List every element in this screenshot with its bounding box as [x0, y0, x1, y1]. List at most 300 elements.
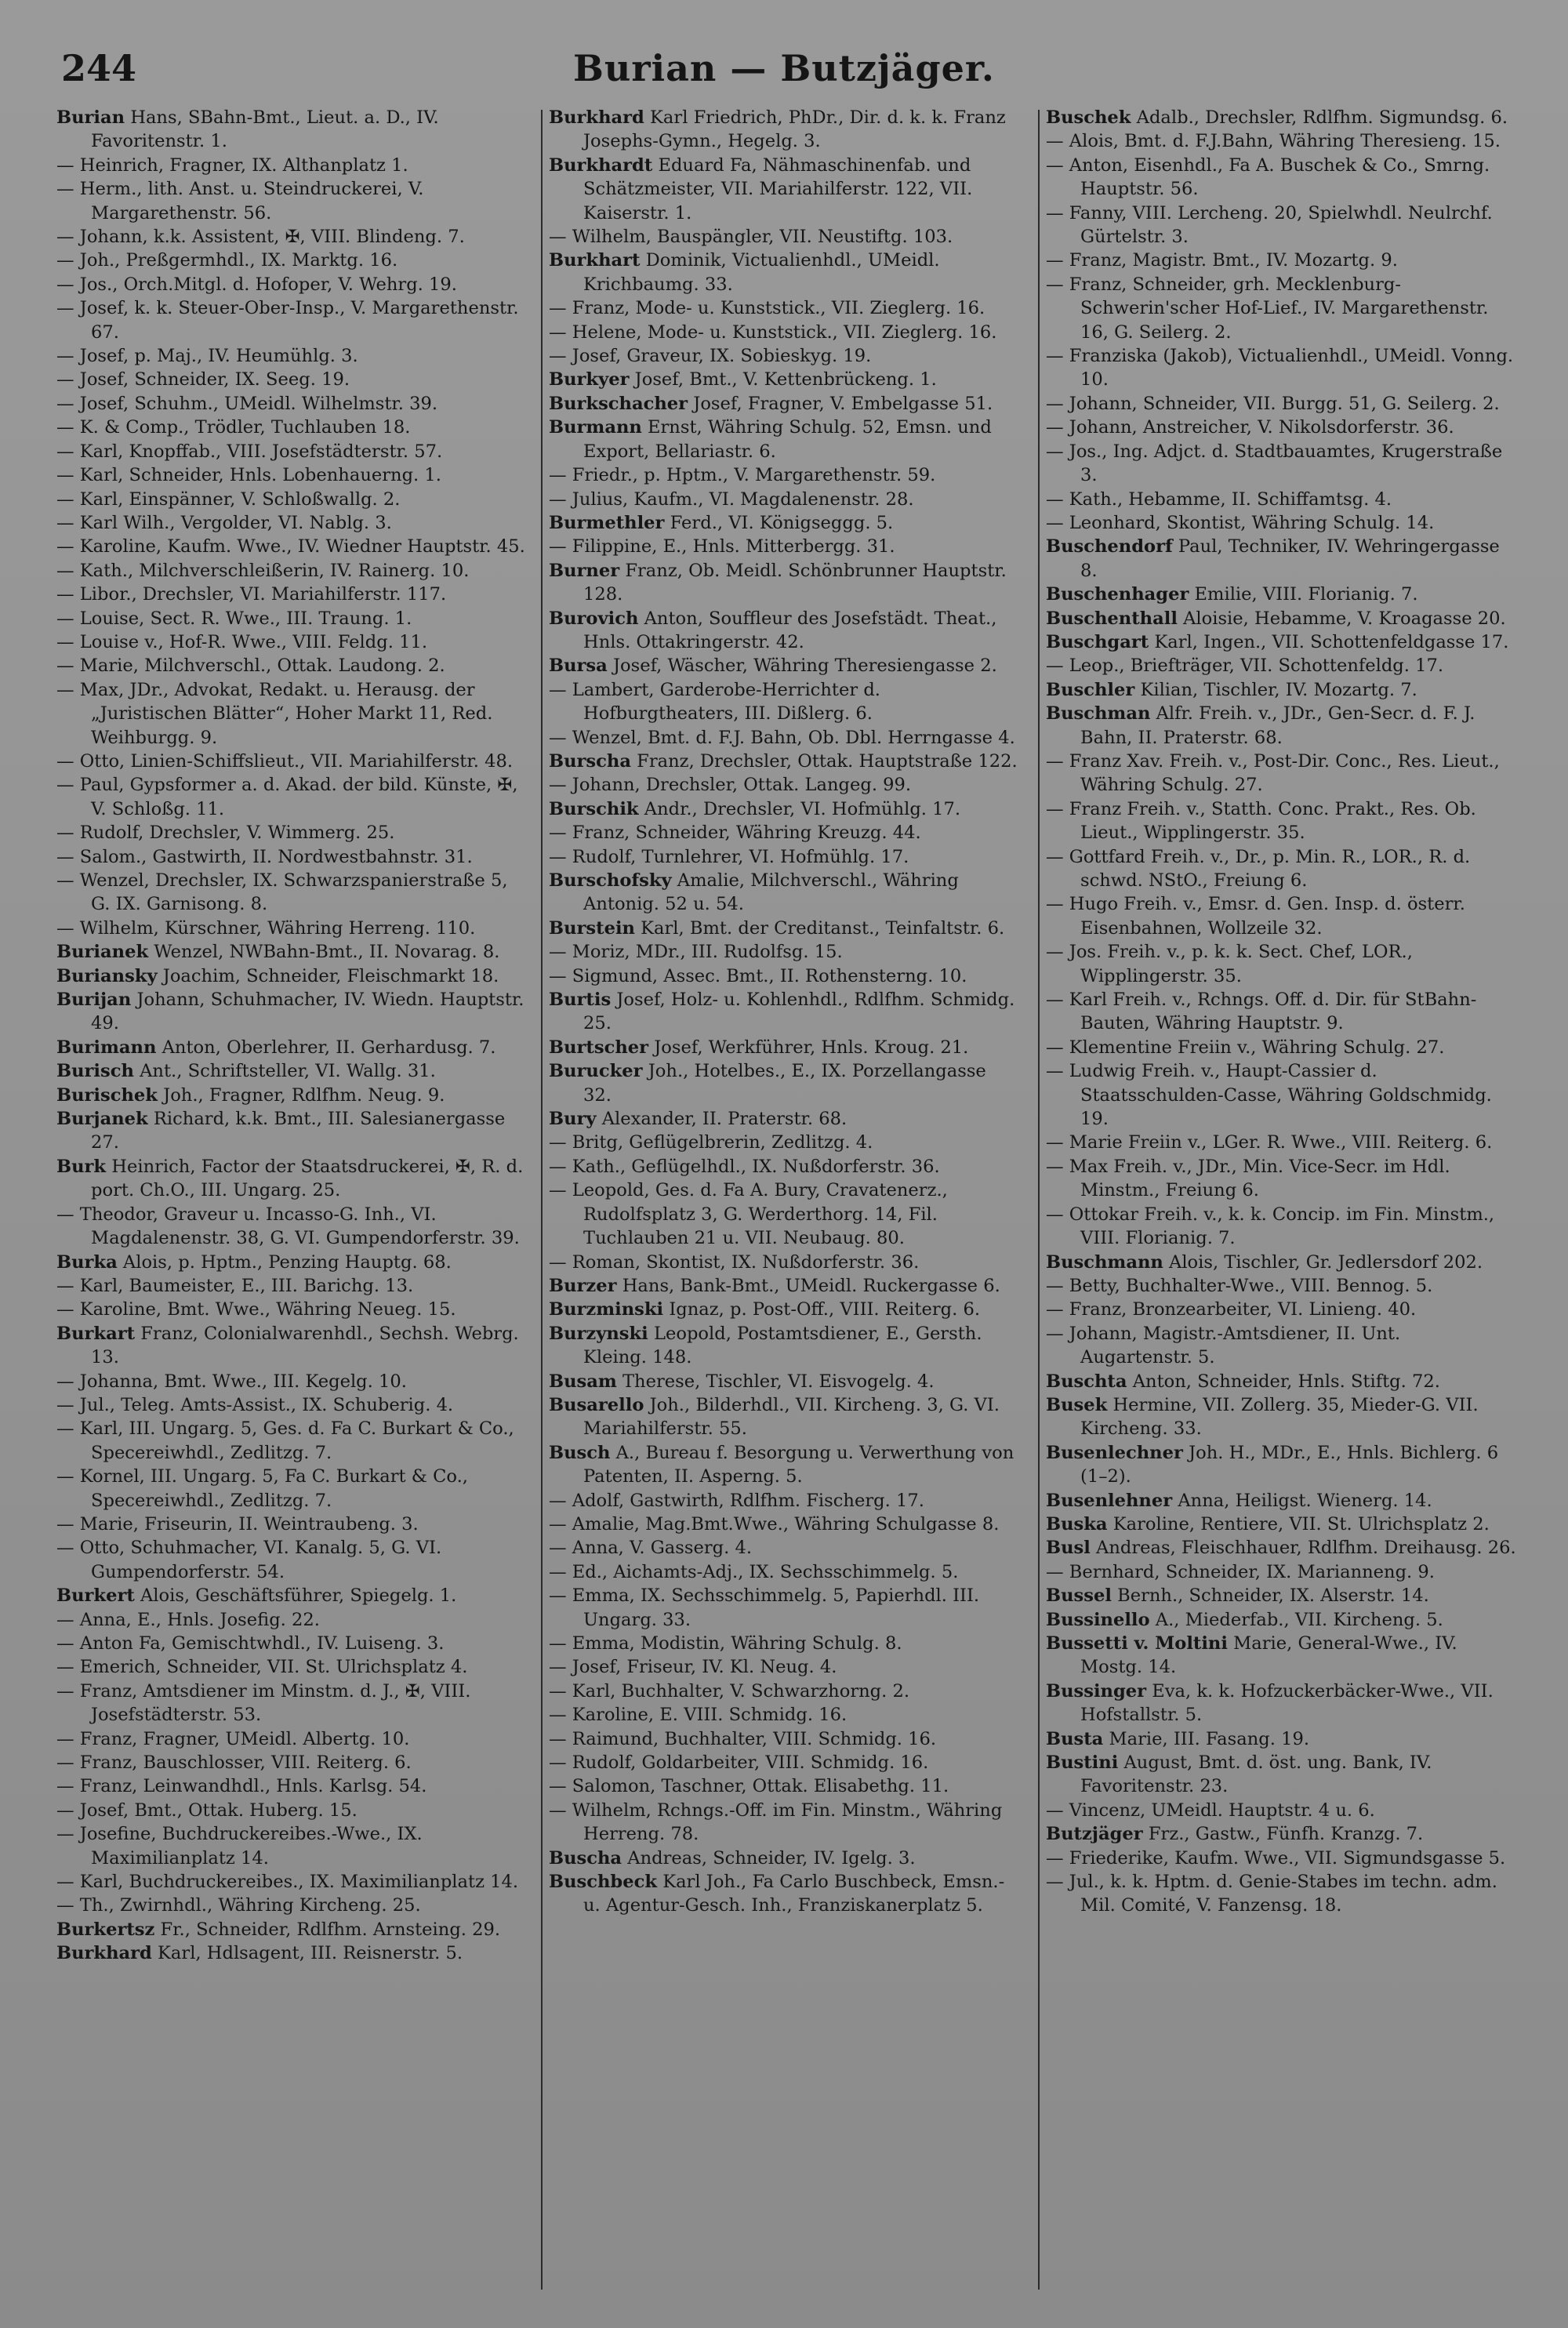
- entry-text: — Johanna, Bmt. Wwe., III. Kegelg. 10.: [56, 1371, 407, 1392]
- directory-entry: [549, 1655, 1019, 1679]
- entry-text: — Johann, Schneider, VII. Burgg. 51, G. Seilerg. 2.: [1046, 393, 1500, 414]
- entry-text: — Leonhard, Skontist, Währing Schulg. 14.: [1046, 512, 1435, 533]
- entry-text: — Vincenz, UMeidl. Hauptstr. 4 u. 6.: [1046, 1800, 1375, 1821]
- directory-entry: [56, 177, 527, 225]
- directory-entry: [1046, 249, 1516, 272]
- entry-text: Franz, Colonialwarenhdl., Sechsh. Webrg. 13.: [91, 1323, 519, 1368]
- directory-entry: [549, 321, 1019, 344]
- entry-surname: Burimann: [56, 1037, 157, 1058]
- entry-surname: Buschbeck: [549, 1872, 658, 1893]
- directory-entry: [549, 1393, 1019, 1441]
- directory-entry: [56, 1608, 527, 1632]
- entry-text: — Karl, Schneider, Hnls. Lobenhauerng. 1.: [56, 465, 441, 486]
- directory-entry: [56, 1203, 527, 1251]
- entry-text: Karl, Bmt. der Creditanst., Teinfaltstr. 6.: [634, 917, 1005, 939]
- directory-entry: [56, 1727, 527, 1751]
- directory-entry: [56, 630, 527, 654]
- directory-entry: [549, 1155, 1019, 1179]
- directory-entry: [549, 1774, 1019, 1798]
- directory-entry: [1046, 416, 1516, 439]
- directory-entry: [549, 869, 1019, 917]
- entry-text: — Josef, Bmt., Ottak. Huberg. 15.: [56, 1800, 358, 1821]
- directory-entry: [549, 964, 1019, 988]
- entry-text: Bernh., Schneider, IX. Alserstr. 14.: [1111, 1585, 1429, 1607]
- entry-surname: Burkhart: [549, 250, 641, 271]
- directory-entry: [56, 1465, 527, 1513]
- entry-text: Ernst, Währing Schulg. 52, Emsn. und Export, Bellariastr. 6.: [583, 417, 992, 462]
- directory-entry: [549, 225, 1019, 249]
- directory-entry: [56, 917, 527, 940]
- entry-text: August, Bmt. d. öst. ung. Bank, IV. Favoritenstr. 23.: [1080, 1752, 1432, 1797]
- entry-text: — Filippine, E., Hnls. Mitterbergg. 31.: [549, 536, 895, 557]
- entry-text: — Anton, Eisenhdl., Fa A. Buschek & Co., Smrng. Hauptstr. 56.: [1046, 154, 1490, 200]
- entry-surname: Buska: [1046, 1513, 1108, 1534]
- directory-entry: [549, 1513, 1019, 1536]
- entry-text: Adalb., Drechsler, Rdlfhm. Sigmundsg. 6.: [1131, 107, 1508, 128]
- directory-entry: [56, 821, 527, 844]
- entry-text: — Herm., lith. Anst. u. Steindruckerei, V. Margarethenstr. 56.: [56, 179, 424, 223]
- directory-entry: [1046, 1847, 1516, 1870]
- directory-entry: [56, 1084, 527, 1107]
- entry-text: Alois, p. Hptm., Penzing Hauptg. 68.: [117, 1251, 452, 1273]
- entry-surname: Buschenhager: [1046, 584, 1189, 605]
- entry-text: Alfr. Freih. v., JDr., Gen-Secr. d. F. J. Bahn, II. Praterstr. 68.: [1080, 703, 1475, 748]
- entry-surname: Burijan: [56, 990, 132, 1011]
- entry-text: — Friedr., p. Hptm., V. Margarethenstr. 59.: [549, 465, 936, 486]
- directory-entry: [1046, 1059, 1516, 1131]
- entry-text: Wenzel, NWBahn-Bmt., II. Novarag. 8.: [148, 942, 500, 963]
- directory-entry: [1046, 392, 1516, 416]
- entry-text: — Franz, Schneider, Währing Kreuzg. 44.: [549, 823, 921, 844]
- entry-text: — Paul, Gypsformer a. d. Akad. der bild. Künste, ✠, V. Schloßg. 11.: [56, 775, 518, 819]
- entry-text: Alois, Tischler, Gr. Jedlersdorf 202.: [1163, 1251, 1483, 1273]
- directory-entry: [1046, 630, 1516, 654]
- entry-text: — Ed., Aichamts-Adj., IX. Sechsschimmelg. 5.: [549, 1561, 959, 1582]
- entry-surname: Buscha: [549, 1847, 622, 1869]
- entry-text: Leopold, Postamtsdiener, E., Gersth. Kleing. 148.: [583, 1323, 982, 1368]
- directory-entry: [56, 678, 527, 750]
- entry-text: — Marie, Milchverschl., Ottak. Laudong. 2.: [56, 656, 445, 677]
- entry-text: — Betty, Buchhalter-Wwe., VIII. Bennog. 5.: [1046, 1275, 1433, 1296]
- directory-entry: [56, 273, 527, 296]
- entry-text: — Klementine Freiin v., Währing Schulg. 27.: [1046, 1037, 1445, 1058]
- entry-text: — Jul., Teleg. Amts-Assist., IX. Schuberig. 4.: [56, 1394, 454, 1415]
- directory-entry: [56, 750, 527, 773]
- entry-text: — Karoline, Kaufm. Wwe., IV. Wiedner Hauptstr. 45.: [56, 536, 525, 557]
- directory-entry: [1046, 940, 1516, 988]
- entry-text: — Franz, Fragner, UMeidl. Albertg. 10.: [56, 1728, 410, 1749]
- directory-entry: [1046, 1441, 1516, 1489]
- directory-entry: [1046, 440, 1516, 488]
- entry-text: A., Bureau f. Besorgung u. Verwerthung von Patenten, II. Asperng. 5.: [583, 1442, 1014, 1487]
- directory-entry: [1046, 1274, 1516, 1298]
- directory-entry: [549, 1727, 1019, 1751]
- directory-entry: [1046, 678, 1516, 702]
- directory-entry: [549, 1131, 1019, 1154]
- directory-entry: [1046, 535, 1516, 583]
- entry-text: — Julius, Kaufm., VI. Magdalenenstr. 28.: [549, 488, 914, 510]
- directory-entry: [56, 1274, 527, 1298]
- entry-surname: Butzjäger: [1046, 1824, 1143, 1845]
- directory-entry: [1046, 1370, 1516, 1393]
- entry-surname: Buschta: [1046, 1371, 1127, 1392]
- directory-entry: [56, 1536, 527, 1584]
- entry-surname: Burkhard: [56, 1943, 152, 1964]
- directory-entry: [56, 1059, 527, 1083]
- directory-column-1: [56, 106, 527, 2301]
- entry-text: — Anna, E., Hnls. Josefig. 22.: [56, 1609, 320, 1630]
- entry-text: — Wenzel, Drechsler, IX. Schwarzspanierstraße 5, G. IX. Garnisong. 8.: [56, 870, 508, 915]
- entry-text: Joh., Hotelbes., E., IX. Porzellangasse 32.: [583, 1061, 986, 1106]
- directory-entry: [56, 1298, 527, 1321]
- directory-entry: [549, 1322, 1019, 1370]
- directory-entry: [1046, 1131, 1516, 1154]
- entry-surname: Burkyer: [549, 369, 630, 390]
- entry-text: — Josef, Friseur, IV. Kl. Neug. 4.: [549, 1657, 837, 1678]
- entry-text: — Johann, Anstreicher, V. Nikolsdorferstr. 36.: [1046, 417, 1454, 438]
- entry-text: — Franz, Schneider, grh. Mecklenburg-Schwerin'scher Hof-Lief., IV. Margarethenstr. 16, G. Seilerg. 2.: [1046, 274, 1489, 343]
- entry-text: Hermine, VII. Zollerg. 35, Mieder-G. VII. Kircheng. 33.: [1080, 1394, 1479, 1440]
- entry-text: — Karl, Einspänner, V. Schloßwallg. 2.: [56, 488, 401, 510]
- entry-text: — Franz, Leinwandhdl., Hnls. Karlsg. 54.: [56, 1776, 427, 1797]
- directory-entry: [56, 1632, 527, 1655]
- entry-text: — Kath., Geflügelhdl., IX. Nußdorferstr. 36.: [549, 1156, 940, 1177]
- entry-text: Anna, Heiligst. Wienerg. 14.: [1172, 1490, 1432, 1511]
- entry-text: Ignaz, p. Post-Off., VIII. Reiterg. 6.: [663, 1299, 981, 1320]
- entry-surname: Buschler: [1046, 679, 1135, 700]
- entry-surname: Burtscher: [549, 1037, 649, 1058]
- directory-entry: [56, 1799, 527, 1822]
- entry-text: Josef, Werkführer, Hnls. Kroug. 21.: [648, 1037, 969, 1058]
- directory-entry: [56, 1918, 527, 1941]
- entry-text: — Libor., Drechsler, VI. Mariahilferstr. 117.: [56, 584, 447, 605]
- entry-text: Kilian, Tischler, IV. Mozartg. 7.: [1134, 679, 1417, 700]
- entry-text: Karl, Hdlsagent, III. Reisnerstr. 5.: [151, 1943, 463, 1964]
- entry-text: Heinrich, Factor der Staatsdruckerei, ✠, R. d. port. Ch.O., III. Ungarg. 25.: [91, 1156, 524, 1201]
- entry-text: Karl Friedrich, PhDr., Dir. d. k. k. Franz Josephs-Gymn., Hegelg. 3.: [583, 107, 1006, 152]
- directory-entry: [1046, 892, 1516, 940]
- directory-entry: [549, 1703, 1019, 1727]
- entry-text: — Leop., Briefträger, VII. Schottenfeldg. 17.: [1046, 656, 1444, 677]
- entry-text: Alexander, II. Praterstr. 68.: [596, 1109, 848, 1130]
- directory-entry: [549, 1251, 1019, 1274]
- directory-entry: [56, 1774, 527, 1798]
- entry-text: — Jos. Freih. v., p. k. k. Sect. Chef, LOR., Wipplingerstr. 35.: [1046, 942, 1413, 986]
- entry-text: — Emma, Modistin, Währing Schulg. 8.: [549, 1633, 902, 1654]
- entry-text: — Karl, Buchdruckereibes., IX. Maximilianplatz 14.: [56, 1872, 519, 1893]
- entry-text: — Rudolf, Drechsler, V. Wimmerg. 25.: [56, 823, 395, 844]
- directory-entry: [1046, 1799, 1516, 1822]
- entry-text: Joh. H., MDr., E., Hnls. Bichlerg. 6 (1–2).: [1080, 1442, 1499, 1487]
- entry-text: — Friederike, Kaufm. Wwe., VII. Sigmundsgasse 5.: [1046, 1847, 1506, 1869]
- entry-surname: Burtis: [549, 990, 612, 1011]
- entry-text: — Wilhelm, Rchngs.-Off. im Fin. Minstm., Währing Herreng. 78.: [549, 1800, 1003, 1845]
- directory-entry: [549, 463, 1019, 487]
- directory-entry: [549, 296, 1019, 320]
- directory-entry: [56, 1894, 527, 1917]
- entry-text: — Kornel, III. Ungarg. 5, Fa C. Burkart & Co., Specereiwhdl., Zedlitzg. 7.: [56, 1466, 468, 1511]
- directory-entry: [549, 1489, 1019, 1513]
- directory-entry: [56, 1417, 527, 1465]
- entry-surname: Bussel: [1046, 1585, 1112, 1607]
- directory-entry: [549, 845, 1019, 869]
- directory-entry: [549, 607, 1019, 655]
- directory-entry: [56, 869, 527, 917]
- entry-text: Joh., Bilderhdl., VII. Kircheng. 3, G. VI. Mariahilferstr. 55.: [583, 1394, 1000, 1440]
- directory-entry: [549, 1560, 1019, 1584]
- directory-entry: [56, 1941, 527, 1965]
- entry-surname: Buschgart: [1046, 631, 1149, 652]
- entry-surname: Burner: [549, 560, 620, 581]
- entry-text: — Rudolf, Goldarbeiter, VIII. Schmidg. 16.: [549, 1752, 929, 1774]
- directory-entry: [56, 440, 527, 463]
- entry-surname: Buschendorf: [1046, 536, 1173, 557]
- entry-surname: Busta: [1046, 1728, 1104, 1749]
- entry-surname: Burkhard: [549, 107, 644, 128]
- entry-text: Hans, Bank-Bmt., UMeidl. Ruckergasse 6.: [616, 1275, 1000, 1296]
- entry-text: — Kath., Milchverschleißerin, IV. Rainerg. 10.: [56, 560, 470, 581]
- entry-surname: Busek: [1046, 1394, 1108, 1415]
- entry-text: Johann, Schuhmacher, IV. Wiedn. Hauptstr. 49.: [91, 990, 524, 1034]
- directory-entry: [1046, 1751, 1516, 1799]
- directory-entry: [1046, 273, 1516, 344]
- directory-entry: [549, 1680, 1019, 1703]
- directory-entry: [549, 1870, 1019, 1918]
- entry-text: Marie, General-Wwe., IV. Mostg. 14.: [1080, 1633, 1457, 1678]
- entry-surname: Burzer: [549, 1275, 617, 1296]
- entry-surname: Burianek: [56, 942, 149, 963]
- directory-entry: [1046, 1393, 1516, 1441]
- entry-text: — Wilhelm, Bauspängler, VII. Neustiftg. 103.: [549, 227, 953, 248]
- entry-text: — Otto, Linien-Schiffslieut., VII. Mariahilferstr. 48.: [56, 750, 513, 772]
- entry-surname: Bursa: [549, 656, 608, 677]
- directory-entry: [549, 917, 1019, 940]
- entry-text: — Gottfard Freih. v., Dr., p. Min. R., LOR., R. d. schwd. NStO., Freiung 6.: [1046, 846, 1471, 891]
- entry-text: — Josef, Schuhm., UMeidl. Wilhelmstr. 39.: [56, 393, 438, 414]
- directory-entry: [56, 1680, 527, 1727]
- entry-text: Anton, Oberlehrer, II. Gerhardusg. 7.: [156, 1037, 496, 1058]
- directory-entry: [56, 583, 527, 606]
- entry-text: — Wilhelm, Kürschner, Währing Herreng. 110.: [56, 917, 476, 939]
- entry-surname: Busarello: [549, 1394, 644, 1415]
- entry-surname: Bussinello: [1046, 1609, 1150, 1630]
- entry-text: — Max, JDr., Advokat, Redakt. u. Herausg. der „Juristischen Blätter“, Hoher Markt 11, Red. Weihburgg. 9.: [56, 679, 493, 748]
- directory-entry: [1046, 1203, 1516, 1251]
- directory-entry: [1046, 1680, 1516, 1727]
- entry-text: Hans, SBahn-Bmt., Lieut. a. D., IV. Favoritenstr. 1.: [91, 107, 439, 152]
- entry-text: Ant., Schriftsteller, VI. Wallg. 31.: [133, 1061, 436, 1082]
- directory-entry: [549, 821, 1019, 844]
- directory-entry: [56, 463, 527, 487]
- page-number: 244: [61, 47, 137, 89]
- entry-text: Amalie, Milchverschl., Währing Antonig. 52 u. 54.: [583, 870, 959, 915]
- entry-text: — Max Freih. v., JDr., Min. Vice-Secr. im Hdl. Minstm., Freiung 6.: [1046, 1156, 1450, 1201]
- entry-surname: Burkhardt: [549, 154, 653, 176]
- entry-text: — Johann, Drechsler, Ottak. Langeg. 99.: [549, 775, 912, 796]
- directory-entry: [549, 1107, 1019, 1131]
- entry-text: — Moriz, MDr., III. Rudolfsg. 15.: [549, 942, 843, 963]
- directory-entry: [549, 392, 1019, 416]
- directory-entry: [549, 1059, 1019, 1107]
- entry-text: — Josef, k. k. Steuer-Ober-Insp., V. Margarethenstr. 67.: [56, 298, 519, 343]
- directory-entry: [56, 225, 527, 249]
- directory-entry: [56, 1822, 527, 1870]
- entry-text: A., Miederfab., VII. Kircheng. 5.: [1149, 1609, 1443, 1630]
- entry-text: — Alois, Bmt. d. F.J.Bahn, Währing Theresieng. 15.: [1046, 131, 1501, 152]
- entry-surname: Busenlechner: [1046, 1442, 1183, 1463]
- directory-entry: [1046, 654, 1516, 677]
- directory-entry: [56, 249, 527, 272]
- directory-entry: [549, 535, 1019, 558]
- entry-text: — K. & Comp., Trödler, Tuchlauben 18.: [56, 417, 411, 438]
- entry-text: Alois, Geschäftsführer, Spiegelg. 1.: [134, 1585, 457, 1607]
- directory-entry: [1046, 1251, 1516, 1274]
- directory-entry: [1046, 583, 1516, 606]
- entry-text: — Otto, Schuhmacher, VI. Kanalg. 5, G. VI. Gumpendorferstr. 54.: [56, 1538, 442, 1582]
- entry-text: — Hugo Freih. v., Emsr. d. Gen. Insp. d. österr. Eisenbahnen, Wollzeile 32.: [1046, 894, 1465, 939]
- column-divider: [541, 110, 543, 2290]
- directory-entry: [1046, 988, 1516, 1036]
- directory-entry: [549, 1036, 1019, 1059]
- directory-entry: [1046, 344, 1516, 392]
- directory-entry: [56, 1107, 527, 1155]
- entry-surname: Burischek: [56, 1084, 158, 1106]
- entry-surname: Burzynski: [549, 1323, 648, 1344]
- directory-entry: [549, 1536, 1019, 1560]
- directory-entry: [1046, 1536, 1516, 1560]
- entry-text: — Josef, p. Maj., IV. Heumühlg. 3.: [56, 346, 358, 367]
- entry-text: Ferd., VI. Königseggg. 5.: [664, 512, 894, 533]
- entry-text: — Marie Freiin v., LGer. R. Wwe., VIII. Reiterg. 6.: [1046, 1132, 1493, 1153]
- directory-entry: [1046, 488, 1516, 511]
- directory-entry: [1046, 702, 1516, 750]
- page-header: [0, 47, 1568, 102]
- entry-text: — Emma, IX. Sechsschimmelg. 5, Papierhdl. III. Ungarg. 33.: [549, 1585, 980, 1630]
- entry-text: Therese, Tischler, VI. Eisvogelg. 4.: [616, 1371, 935, 1392]
- entry-surname: Bussetti v. Moltini: [1046, 1633, 1228, 1654]
- entry-text: — Heinrich, Fragner, IX. Althanplatz 1.: [56, 154, 408, 176]
- entry-text: — Jul., k. k. Hptm. d. Genie-Stabes im techn. adm. Mil. Comité, V. Fanzensg. 18.: [1046, 1872, 1497, 1916]
- entry-surname: Burkert: [56, 1585, 135, 1607]
- entry-text: Joachim, Schneider, Fleischmarkt 18.: [157, 965, 499, 986]
- entry-surname: Burschik: [549, 798, 639, 819]
- entry-text: Richard, k.k. Bmt., III. Salesianergasse 27.: [91, 1109, 506, 1153]
- entry-surname: Burovich: [549, 608, 639, 629]
- directory-entry: [56, 344, 527, 368]
- entry-surname: Buschenthall: [1046, 608, 1178, 629]
- entry-text: Josef, Bmt., V. Kettenbrückeng. 1.: [629, 369, 937, 390]
- entry-surname: Bussinger: [1046, 1680, 1147, 1702]
- directory-entry: [549, 1274, 1019, 1298]
- directory-entry: [1046, 1513, 1516, 1536]
- entry-text: — Fanny, VIII. Lercheng. 20, Spielwhdl. Neulrchf. Gürtelstr. 3.: [1046, 202, 1493, 248]
- directory-entry: [549, 106, 1019, 154]
- entry-text: Karl, Ingen., VII. Schottenfeldgasse 17.: [1149, 631, 1509, 652]
- entry-text: Aloisie, Hebamme, V. Kroagasse 20.: [1177, 608, 1506, 629]
- directory-entry: [56, 1870, 527, 1894]
- directory-entry: [56, 1655, 527, 1679]
- entry-text: — Ottokar Freih. v., k. k. Concip. im Fin. Minstm., VIII. Florianig. 7.: [1046, 1204, 1495, 1249]
- directory-entry: [549, 488, 1019, 511]
- entry-text: — Josef, Schneider, IX. Seeg. 19.: [56, 369, 350, 390]
- entry-surname: Burjanek: [56, 1109, 148, 1130]
- entry-text: Dominik, Victualienhdl., UMeidl. Krichbaumg. 33.: [583, 250, 940, 295]
- directory-entry: [1046, 106, 1516, 129]
- directory-entry: [1046, 1322, 1516, 1370]
- entry-surname: Burkart: [56, 1323, 136, 1344]
- entry-text: Josef, Holz- u. Kohlenhdl., Rdlfhm. Schmidg. 25.: [583, 990, 1015, 1034]
- entry-text: — Sigmund, Assec. Bmt., II. Rothensterng. 10.: [549, 965, 967, 986]
- entry-text: Fr., Schneider, Rdlfhm. Arnsteing. 29.: [154, 1919, 501, 1940]
- directory-column-2: [549, 106, 1019, 2301]
- entry-surname: Burmann: [549, 417, 642, 438]
- entry-text: — Lambert, Garderobe-Herrichter d. Hofburgtheaters, III. Dißlerg. 6.: [549, 679, 880, 725]
- entry-text: Emilie, VIII. Florianig. 7.: [1189, 584, 1418, 605]
- entry-surname: Buschmann: [1046, 1251, 1163, 1273]
- entry-surname: Busenlehner: [1046, 1490, 1173, 1511]
- directory-entry: [549, 1799, 1019, 1847]
- entry-text: — Rudolf, Turnlehrer, VI. Hofmühlg. 17.: [549, 846, 909, 867]
- directory-entry: [1046, 1584, 1516, 1607]
- entry-text: Eduard Fa, Nähmaschinenfab. und Schätzmeister, VII. Mariahilferstr. 122, VII. Kaiserstr. 1.: [583, 154, 973, 223]
- directory-entry: [549, 726, 1019, 750]
- directory-entry: [56, 940, 527, 964]
- entry-text: Josef, Fragner, V. Embelgasse 51.: [688, 393, 993, 414]
- entry-text: — Karl, III. Ungarg. 5, Ges. d. Fa C. Burkart & Co., Specereiwhdl., Zedlitzg. 7.: [56, 1418, 514, 1463]
- directory-entry: [56, 845, 527, 869]
- directory-entry: [1046, 1489, 1516, 1513]
- entry-text: — Karoline, E. VIII. Schmidg. 16.: [549, 1705, 848, 1726]
- directory-entry: [1046, 607, 1516, 630]
- entry-text: — Franz, Bronzearbeiter, VI. Linieng. 40.: [1046, 1299, 1417, 1320]
- directory-entry: [1046, 1727, 1516, 1751]
- entry-surname: Busl: [1046, 1538, 1091, 1559]
- directory-entry: [549, 1847, 1019, 1870]
- directory-entry: [56, 964, 527, 988]
- directory-entry: [1046, 154, 1516, 202]
- entry-surname: Burian: [56, 107, 125, 128]
- entry-text: Franz, Ob. Meidl. Schönbrunner Hauptstr. 128.: [583, 560, 1007, 605]
- directory-entry: [1046, 797, 1516, 845]
- directory-entry: [549, 797, 1019, 821]
- entry-surname: Burucker: [549, 1061, 643, 1082]
- directory-entry: [1046, 1155, 1516, 1203]
- entry-text: — Kath., Hebamme, II. Schiffamtsg. 4.: [1046, 488, 1392, 510]
- directory-entry: [56, 154, 527, 177]
- directory-entry: [549, 750, 1019, 773]
- entry-text: — Theodor, Graveur u. Incasso-G. Inh., VI. Magdalenenstr. 38, G. VI. Gumpendorferstr. 39.: [56, 1204, 520, 1249]
- entry-surname: Burzminski: [549, 1299, 664, 1320]
- directory-entry: [549, 154, 1019, 225]
- entry-text: — Salomon, Taschner, Ottak. Elisabethg. 11.: [549, 1776, 949, 1797]
- directory-entry: [549, 344, 1019, 368]
- entry-text: Frz., Gastw., Fünfh. Kranzg. 7.: [1142, 1824, 1424, 1845]
- directory-column-3: [1046, 106, 1516, 2301]
- entry-text: — Louise v., Hof-R. Wwe., VIII. Feldg. 11.: [56, 631, 428, 652]
- directory-entry: [1046, 845, 1516, 893]
- entry-surname: Burschofsky: [549, 870, 672, 891]
- entry-text: — Franz Xav. Freih. v., Post-Dir. Conc., Res. Lieut., Währing Schulg. 27.: [1046, 750, 1500, 796]
- directory-entry: [56, 1322, 527, 1370]
- directory-entry: [549, 1441, 1019, 1489]
- entry-text: — Jos., Ing. Adjct. d. Stadtbauamtes, Krugerstraße 3.: [1046, 441, 1503, 486]
- entry-surname: Buschman: [1046, 703, 1151, 725]
- entry-text: Joh., Fragner, Rdlfhm. Neug. 9.: [157, 1084, 445, 1106]
- directory-entry: [1046, 511, 1516, 535]
- entry-text: — Johann, Magistr.-Amtsdiener, II. Unt. Augartenstr. 5.: [1046, 1323, 1401, 1368]
- entry-surname: Burk: [56, 1156, 107, 1177]
- directory-entry: [1046, 1870, 1516, 1918]
